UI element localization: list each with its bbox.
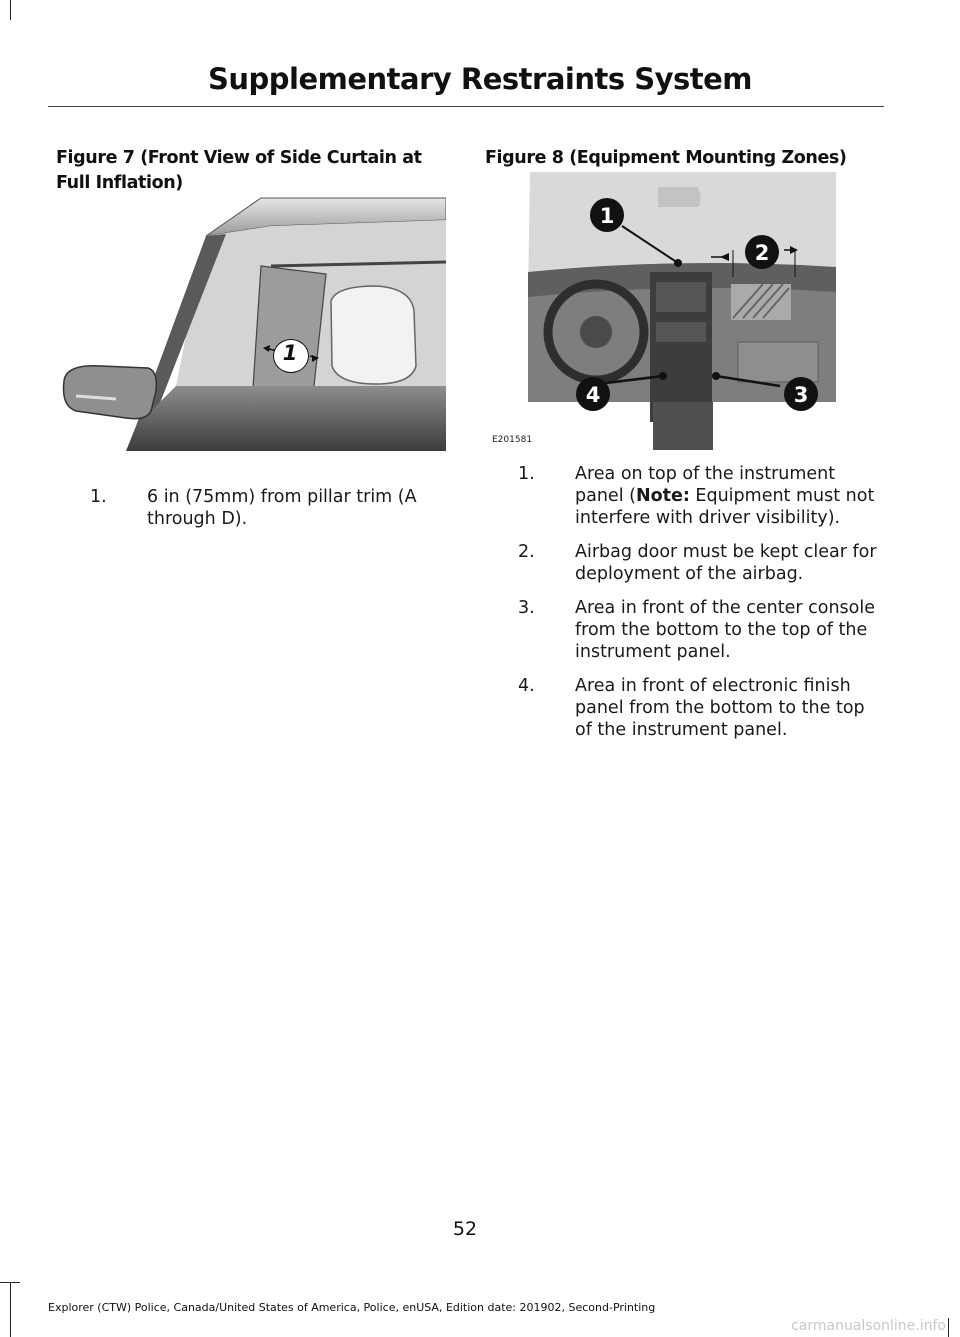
figure8-callout-4: 4 <box>585 383 601 407</box>
list-item: 1. 6 in (75mm) from pillar trim (A through D). <box>90 487 417 529</box>
figure8-legend <box>518 463 883 753</box>
list-item: 3. Area in front of the center console from the bottom to the top of the instrument panel. <box>518 598 875 662</box>
page-title: Supplementary Restraints System <box>207 62 753 96</box>
crop-mark-bottom-left <box>10 1282 11 1337</box>
figure8-callout-2: 2 <box>754 241 770 265</box>
figure7-callout-label: 1 <box>282 341 298 365</box>
list-item: 1. Area on top of the instrument panel (Note: Equipment must not interfere with driver visibility). <box>518 464 875 528</box>
figure8-callout-1: 1 <box>599 204 615 228</box>
figure7-legend <box>90 486 450 542</box>
crop-mark-bottom-left-h <box>0 1282 20 1283</box>
figure7-caption: Figure 7 (Front View of Side Curtain at Full Inflation) <box>56 148 422 193</box>
list-item: 4. Area in front of electronic finish panel from the bottom to the top of the instrument panel. <box>518 676 865 740</box>
figure7-side-curtain-illustration <box>56 196 446 451</box>
figure8-callout-3: 3 <box>793 383 809 407</box>
page-number: 52 <box>452 1218 478 1240</box>
watermark: carmanualsonline.info <box>791 1318 946 1334</box>
crop-mark-bottom-right <box>948 1318 949 1337</box>
title-divider <box>48 106 884 107</box>
figure8-mounting-zones-illustration <box>488 172 838 450</box>
footer-edition-info: Explorer (CTW) Police, Canada/United States of America, Police, enUSA, Edition date: 201902, Second-Printing <box>48 1301 656 1314</box>
crop-mark-top-left <box>10 0 11 20</box>
list-item: 2. Airbag door must be kept clear for deployment of the airbag. <box>518 542 877 584</box>
figure8-image-id: E201581 <box>492 435 533 445</box>
figure8-caption: Figure 8 (Equipment Mounting Zones) <box>485 148 847 168</box>
